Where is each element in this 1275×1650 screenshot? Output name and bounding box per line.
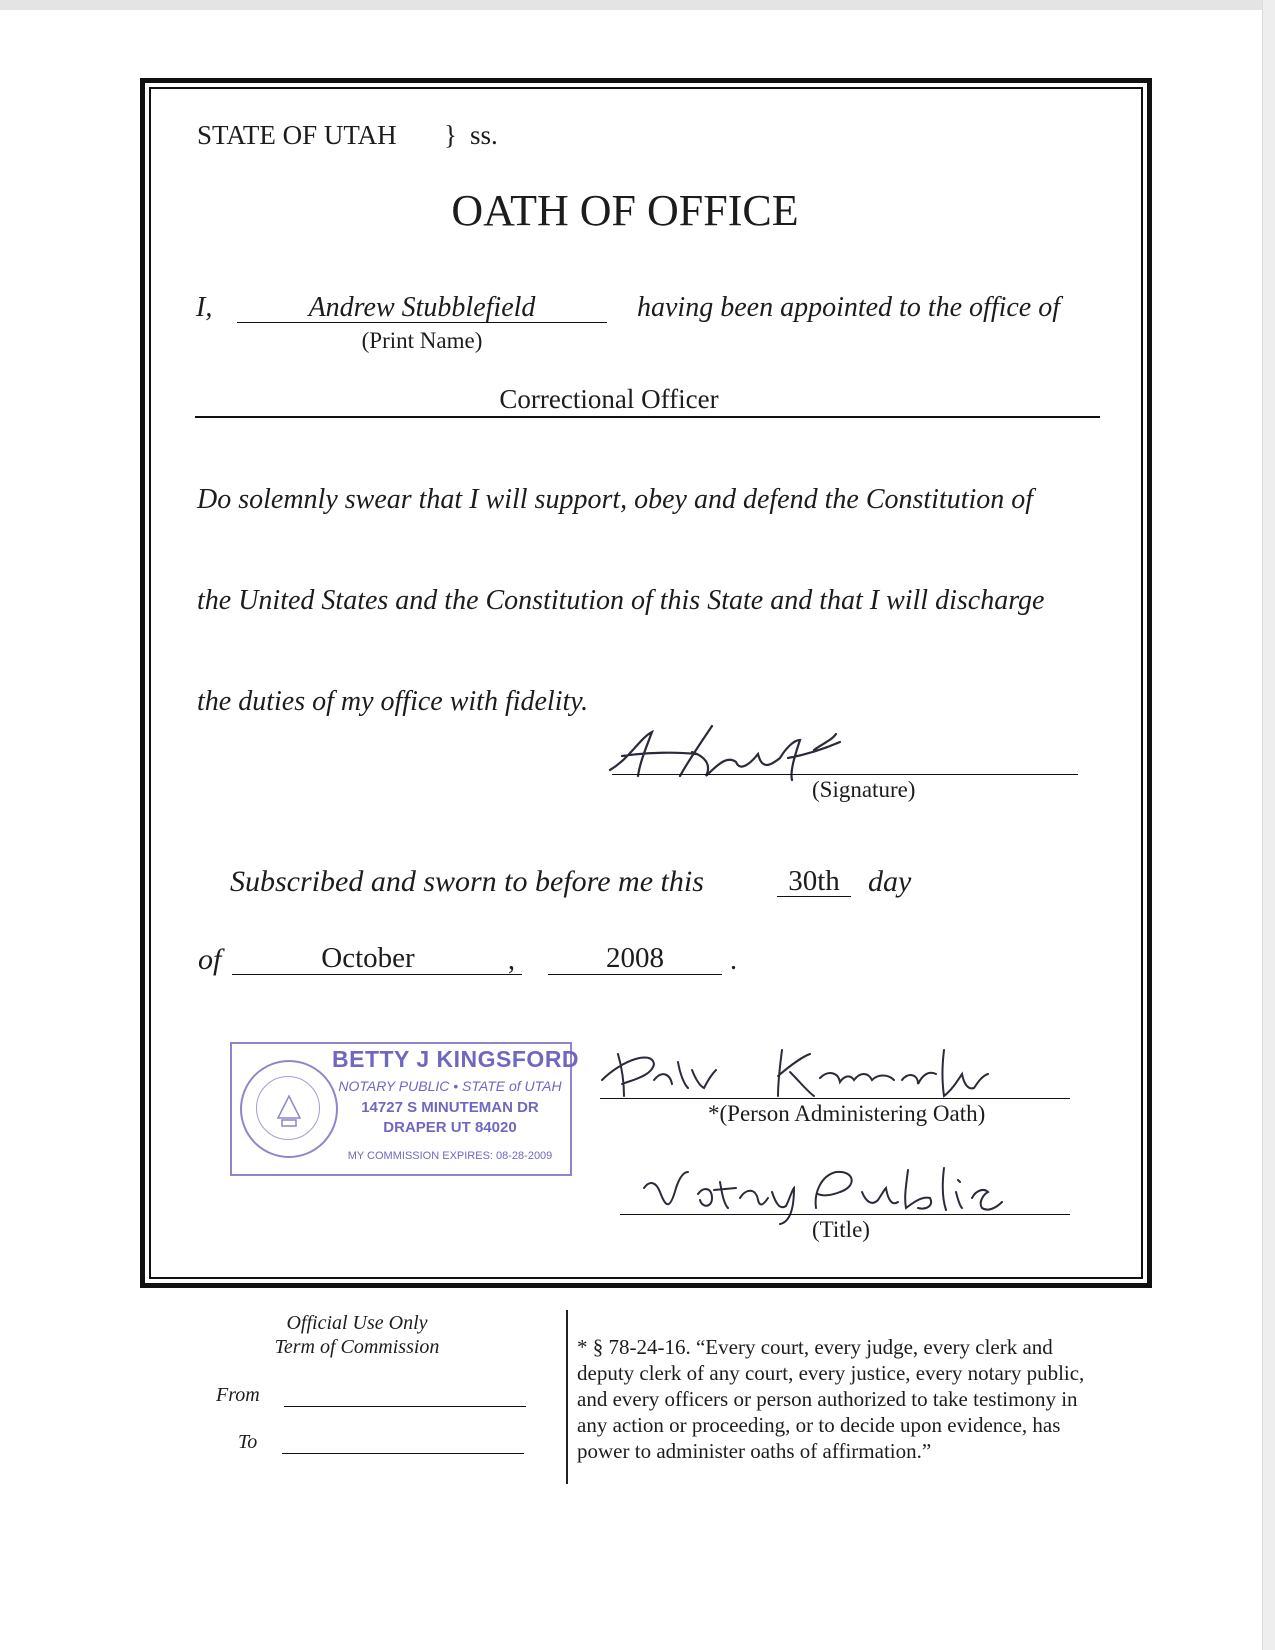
notary-signature: [592, 1040, 1022, 1110]
sworn-month-line: [232, 974, 522, 975]
signature-line: [612, 774, 1078, 775]
oath-line-3: the duties of my office with fidelity.: [197, 686, 589, 717]
statute-line-5: power to administer oaths of affirmation.”: [577, 1439, 932, 1463]
print-name-value: Andrew Stubblefield: [308, 292, 536, 323]
sworn-day-line: [777, 896, 851, 897]
notary-stamp: [230, 1042, 580, 1176]
stamp-address-2: DRAPER UT 84020: [383, 1119, 517, 1136]
i-label: I,: [196, 292, 213, 323]
title-caption: (Title): [812, 1217, 870, 1242]
title-line: [620, 1214, 1070, 1215]
sworn-year-line: [548, 974, 722, 975]
oath-line-1: Do solemnly swear that I will support, obey and defend the Constitution of: [197, 484, 1034, 515]
sworn-month: October: [321, 942, 415, 974]
to-label: To: [238, 1431, 258, 1453]
print-name-caption: (Print Name): [361, 328, 483, 353]
statute-line-2: deputy clerk of any court, every justice, every notary public,: [577, 1361, 1085, 1385]
office-value: Correctional Officer: [499, 384, 719, 414]
person-caption: *(Person Administering Oath): [708, 1101, 986, 1126]
signature-caption: (Signature): [812, 777, 916, 802]
of-label: of: [198, 943, 222, 976]
to-line: [282, 1453, 524, 1454]
ss-label: ss.: [470, 120, 498, 150]
stamp-expires: MY COMMISSION EXPIRES: 08-28-2009: [347, 1150, 553, 1162]
person-line: [600, 1098, 1070, 1099]
official-use-label: Official Use Only: [286, 1312, 428, 1334]
statute-line-1: * § 78-24-16. “Every court, every judge, every clerk and: [577, 1335, 1053, 1359]
state-label: STATE OF UTAH: [197, 120, 397, 150]
stamp-address-1: 14727 S MINUTEMAN DR: [361, 1099, 539, 1116]
office-line: [195, 416, 1100, 418]
page-title: OATH OF OFFICE: [451, 186, 799, 235]
statute-line-3: and every officers or person authorized to take testimony in: [577, 1387, 1078, 1411]
ss-brace: }: [444, 120, 457, 150]
appointed-text: having been appointed to the office of: [637, 292, 1061, 323]
scan-edge-right: [1262, 0, 1275, 1650]
stamp-name: BETTY J KINGSFORD: [332, 1046, 580, 1072]
sworn-year: 2008: [606, 942, 664, 974]
print-name-line: [237, 322, 607, 323]
from-label: From: [216, 1384, 260, 1406]
sworn-comma: ,: [508, 945, 515, 976]
state-seal-icon: [240, 1060, 338, 1158]
sworn-text: Subscribed and sworn to before me this: [230, 865, 704, 898]
oath-line-2: the United States and the Constitution of this State and that I will discharge: [197, 585, 1045, 616]
statute-line-4: any action or proceeding, or to decide upon evidence, has: [577, 1413, 1061, 1437]
term-label: Term of Commission: [274, 1336, 440, 1358]
day-label: day: [868, 865, 912, 898]
stamp-title: NOTARY PUBLIC • STATE of UTAH: [338, 1078, 562, 1094]
footer-divider: [566, 1310, 568, 1484]
scan-edge: [0, 0, 1275, 10]
from-line: [284, 1406, 526, 1407]
sworn-day: 30th: [788, 865, 840, 897]
sworn-period: .: [730, 945, 737, 976]
